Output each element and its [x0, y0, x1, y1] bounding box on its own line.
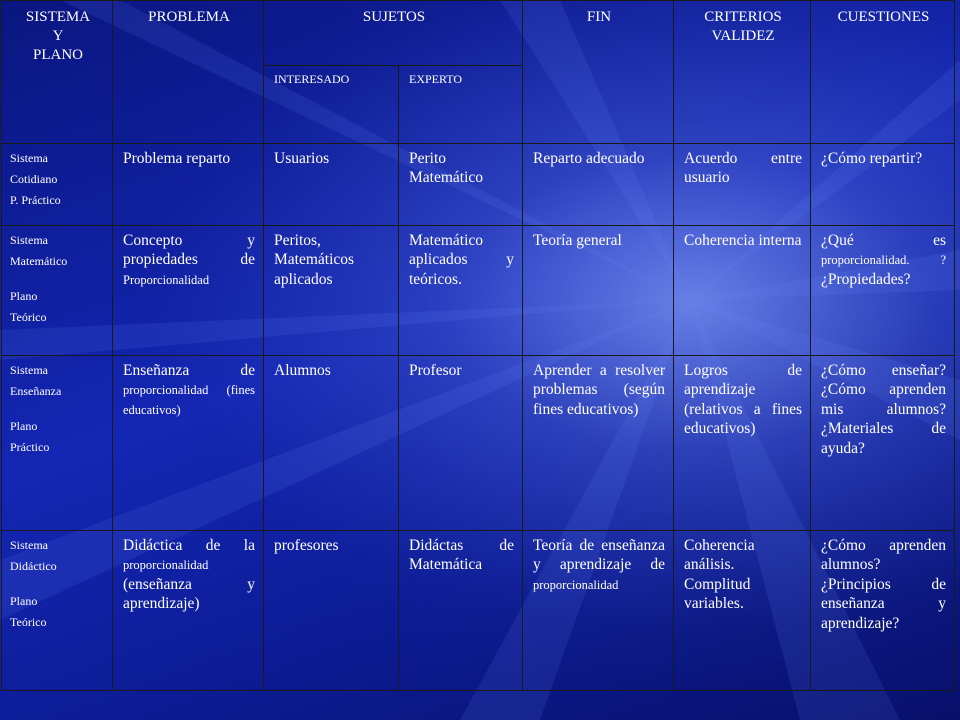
- cell-criterios: Acuerdo entre usuario: [674, 144, 811, 226]
- row-label-line: Matemático: [10, 254, 68, 268]
- cell-interesado: Peritos, Matemáticos aplicados: [264, 226, 399, 356]
- cell-problema: Problema reparto: [113, 144, 264, 226]
- cell-cuestiones: ¿Cómo repartir?: [811, 144, 955, 226]
- table-row: [2, 144, 955, 226]
- header-interesado: INTERESADO: [264, 66, 399, 144]
- problema-text: Didáctica de la: [123, 537, 255, 554]
- row-label-line: Sistema: [10, 151, 48, 165]
- fin-text: Teoría de enseñanza y aprendizaje de: [533, 537, 665, 574]
- row-label-line: P. Práctico: [10, 193, 61, 207]
- problema-text: Enseñanza de: [123, 362, 255, 379]
- row-label-line: Sistema: [10, 363, 48, 377]
- header-sujetos: SUJETOS: [264, 1, 523, 66]
- header-sistema-line-2: Y: [52, 27, 64, 44]
- header-problema: PROBLEMA: [113, 1, 264, 144]
- cell-interesado: Usuarios: [264, 144, 399, 226]
- row-label-line: Didáctico: [10, 559, 57, 573]
- problema-end-text: (enseñanza y aprendizaje): [123, 575, 255, 613]
- cuestiones-text: ¿Qué es: [821, 232, 946, 249]
- cuestiones-small-text: proporcionalidad. ?: [821, 253, 946, 268]
- cell-problema: [113, 356, 264, 531]
- header-experto: EXPERTO: [399, 66, 523, 144]
- cell-criterios: Coherencia interna: [674, 226, 811, 356]
- header-fin: FIN: [523, 1, 674, 144]
- row-label-line: Plano: [10, 419, 38, 433]
- header-sistema-line-1: SISTEMA: [25, 9, 91, 25]
- row-label-line: Cotidiano: [10, 172, 58, 186]
- cell-fin: Reparto adecuado: [523, 144, 674, 226]
- cell-problema: [113, 531, 264, 691]
- problema-small-text: proporcionalidad: [123, 558, 209, 573]
- header-sistema-plano: [2, 1, 113, 144]
- row-label-line: Enseñanza: [10, 384, 62, 398]
- problema-small-text: Proporcionalidad: [123, 272, 210, 287]
- proportionality-systems-table: [1, 0, 955, 691]
- cell-fin: Aprender a resolver problemas (según fines educativos): [523, 356, 674, 531]
- cell-cuestiones: ¿Cómo enseñar? ¿Cómo aprenden mis alumnos? ¿Materiales de ayuda?: [811, 356, 955, 531]
- problema-small-text: proporcionalidad (fines educativos): [123, 383, 255, 417]
- problema-text: Concepto y propiedades de: [123, 232, 255, 269]
- header-criterios-validez: [674, 1, 811, 144]
- row-label-line: Sistema: [10, 233, 48, 247]
- table-row: [2, 356, 955, 531]
- row-label-line: Práctico: [10, 440, 50, 454]
- cuestiones-text-2: ¿Propiedades?: [821, 270, 911, 288]
- row-label: [2, 226, 113, 356]
- cell-experto: Perito Matemático: [399, 144, 523, 226]
- row-label-line: Teórico: [10, 615, 47, 629]
- cell-interesado: Alumnos: [264, 356, 399, 531]
- fin-small-text: proporcionalidad: [533, 577, 619, 592]
- row-label-line: Sistema: [10, 538, 48, 552]
- cell-criterios: Logros de aprendizaje (relativos a fines educativos): [674, 356, 811, 531]
- table-row: [2, 226, 955, 356]
- row-label: [2, 356, 113, 531]
- header-cuestiones: CUESTIONES: [811, 1, 955, 144]
- cell-experto: Didáctas de Matemática: [399, 531, 523, 691]
- cell-fin: Teoría general: [523, 226, 674, 356]
- cell-experto: Matemático aplicados y teóricos.: [399, 226, 523, 356]
- cell-criterios: Coherencia análisis. Complitud variables.: [674, 531, 811, 691]
- table-row: [2, 531, 955, 691]
- cell-cuestiones: [811, 226, 955, 356]
- cell-cuestiones: ¿Cómo aprenden alumnos? ¿Principios de enseñanza y aprendizaje?: [811, 531, 955, 691]
- row-label: [2, 144, 113, 226]
- row-label-line: Plano: [10, 289, 38, 303]
- header-criterios-line-2: VALIDEZ: [711, 27, 775, 44]
- row-label: [2, 531, 113, 691]
- header-criterios-line-1: CRITERIOS: [704, 9, 782, 25]
- cell-experto: Profesor: [399, 356, 523, 531]
- cell-interesado: profesores: [264, 531, 399, 691]
- row-label-line: Teórico: [10, 310, 47, 324]
- header-sistema-line-3: PLANO: [32, 46, 83, 63]
- row-label-line: Plano: [10, 594, 38, 608]
- cell-fin: [523, 531, 674, 691]
- cell-problema: [113, 226, 264, 356]
